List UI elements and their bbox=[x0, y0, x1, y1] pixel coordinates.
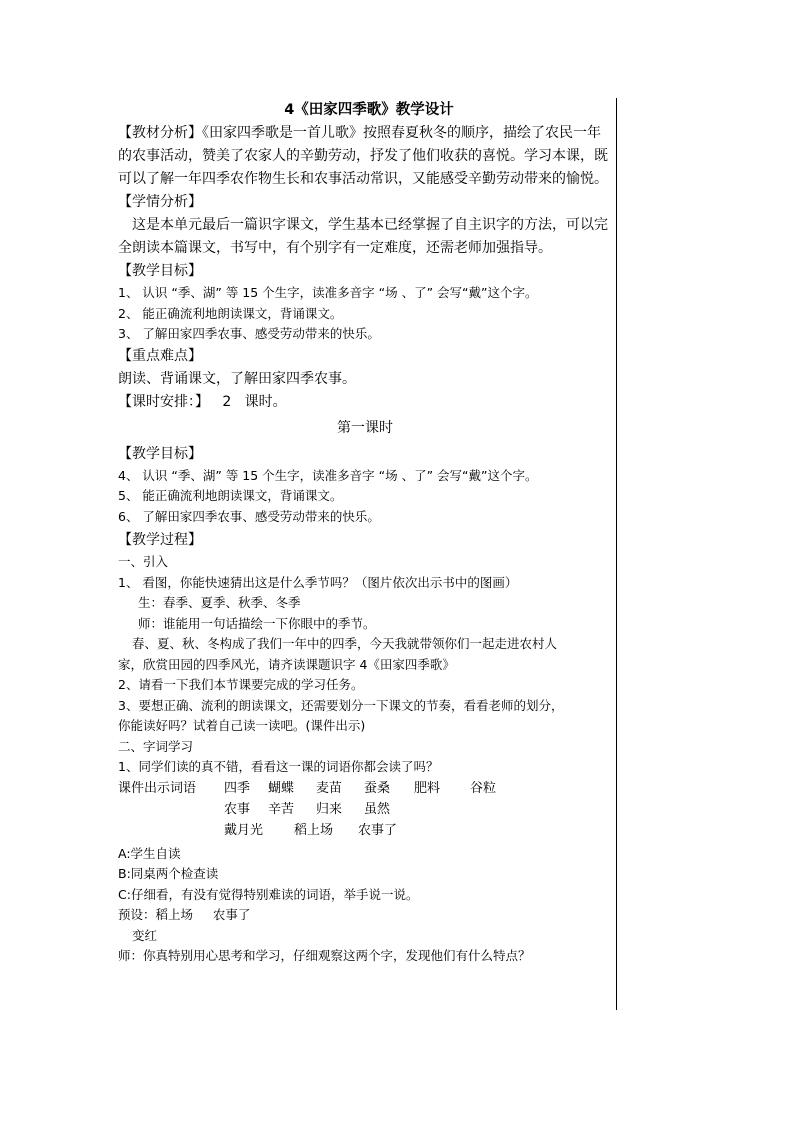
vocab-word: 谷粒 bbox=[470, 780, 497, 796]
process-step: 3、要想正确、流利的朗读课文，还需要划分一下课文的节奏，看看老师的划分， bbox=[118, 697, 564, 713]
key-text: 朗读、背诵课文，了解田家四季农事。 bbox=[118, 370, 356, 387]
intro-line: 家，欣赏田园的四季风光，请齐读课题识字 4《田家四季歌》 bbox=[118, 656, 455, 672]
goal-item: 2、 能正确流利地朗读课文，背诵课文。 bbox=[118, 305, 343, 321]
process-part: 一、引入 bbox=[118, 554, 169, 569]
activity-a: A:学生自读 bbox=[118, 845, 181, 861]
lesson-title: 第一课时 bbox=[337, 419, 393, 436]
process-part: 二、字词学习 bbox=[118, 738, 194, 754]
teacher-line: 师：你真特别用心思考和学习，仔细观察这两个字，发现他们有什么特点？ bbox=[118, 948, 531, 963]
vocab-word: 农事 bbox=[224, 801, 251, 817]
activity-c: C:仔细看，有没有觉得特别难读的词语，举手说一说。 bbox=[118, 886, 419, 902]
activity-b: B:同桌两个检查读 bbox=[118, 866, 219, 881]
learner-line: 全朗读本篇课文，书写中，有个别字有一定难度，还需老师加强指导。 bbox=[118, 240, 552, 256]
section-heading: 【学情分析】 bbox=[118, 194, 202, 210]
vocab-row bbox=[118, 799, 612, 820]
student-answer: 生：春季、夏季、秋季、冬季 bbox=[138, 595, 301, 610]
section-heading: 【教学目标】 bbox=[118, 445, 202, 462]
section-heading: 【重点难点】 bbox=[118, 347, 202, 364]
document-title: 4《田家四季歌》教学设计 bbox=[284, 102, 454, 118]
vocab-word: 四季 bbox=[224, 780, 251, 796]
vocab-word: 蚕桑 bbox=[364, 780, 391, 796]
analysis-line: 可以了解一年四季农作物生长和农事活动常识，又能感受辛勤劳动带来的愉悦。 bbox=[118, 171, 608, 187]
process-step: 2、请看一下我们本节课要完成的学习任务。 bbox=[118, 677, 364, 692]
vocab-word: 麦苗 bbox=[316, 780, 343, 796]
teacher-line: 师：谁能用一句话描绘一下你眼中的季节。 bbox=[138, 615, 376, 631]
vocab-word: 戴月光 bbox=[224, 822, 264, 838]
vocab-word: 虽然 bbox=[364, 801, 391, 817]
vocab-question: 1、同学们读的真不错，看看这一课的词语你都会读了吗？ bbox=[118, 759, 439, 774]
goal-item: 3、 了解田家四季农事、感受劳动带来的快乐。 bbox=[118, 326, 380, 341]
vocab-row bbox=[118, 820, 612, 841]
goal-item: 4、 认识 “季、湖” 等 15 个生字，读准多音字 “场 、了” 会写“戴”这个字。 bbox=[118, 467, 538, 483]
document-page bbox=[118, 100, 612, 967]
vocab-word: 稻上场 bbox=[294, 822, 334, 838]
vocab-word: 蝴蝶 bbox=[268, 780, 295, 796]
goal-item: 1、 认识 “季、湖” 等 15 个生字，读准多音字 “场 、了” 会写“戴”这个字。 bbox=[118, 285, 538, 300]
process-step: 你能读好吗？试着自己读一读吧。(课件出示) bbox=[118, 718, 366, 733]
section-heading: 【教学过程】 bbox=[118, 532, 202, 548]
vocab-word: 农事了 bbox=[358, 822, 398, 838]
process-step: 1、 看图，你能快速猜出这是什么季节吗？（图片依次出示书中的图画） bbox=[118, 574, 518, 590]
preset-note: 变红 bbox=[132, 927, 158, 943]
page-border-line bbox=[616, 98, 617, 1010]
section-heading: 【教学目标】 bbox=[118, 263, 202, 279]
learner-line: 这是本单元最后一篇识字课文，学生基本已经掌握了自主识字的方法，可以完 bbox=[132, 217, 608, 233]
vocab-word: 辛苦 bbox=[268, 801, 295, 817]
goal-item: 5、 能正确流利地朗读课文，背诵课文。 bbox=[118, 488, 343, 503]
analysis-line: 【教材分析】《田家四季歌是一首儿歌》按照春夏秋冬的顺序，描绘了农民一年 bbox=[118, 125, 601, 141]
vocab-row bbox=[118, 778, 612, 799]
goal-item: 6、 了解田家四季农事、感受劳动带来的快乐。 bbox=[118, 508, 380, 524]
schedule-text: 【课时安排：】 2 课时。 bbox=[118, 393, 287, 410]
vocab-label: 课件出示词语 bbox=[118, 780, 197, 796]
preset-line: 预设：稻上场 农事了 bbox=[118, 907, 251, 922]
analysis-line: 的农事活动，赞美了农家人的辛勤劳动，抒发了他们收获的喜悦。学习本课，既 bbox=[118, 148, 608, 164]
vocab-word: 肥料 bbox=[414, 780, 441, 796]
vocab-word: 归来 bbox=[316, 801, 343, 817]
intro-line: 春、夏、秋、冬构成了我们一年中的四季，今天我就带领你们一起走进农村人 bbox=[132, 636, 558, 651]
